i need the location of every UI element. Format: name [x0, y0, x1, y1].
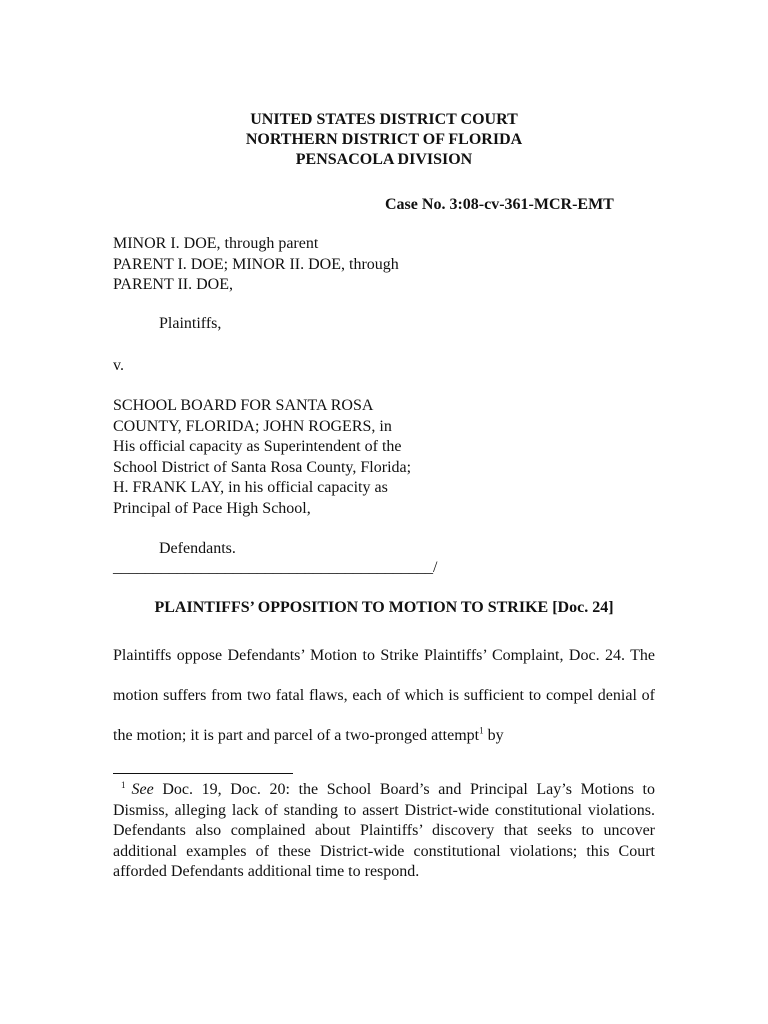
court-heading	[0, 110, 768, 170]
body-text-main: Plaintiffs oppose Defendants’ Motion to Strike Plaintiffs’ Complaint, Doc. 24. The motion suffers from two fatal flaws, each of which is sufficient to compel denial of the motion; it is part and parcel of a two-pronged attempt	[113, 647, 655, 744]
caption-signature-line: ________________________________________/	[113, 559, 438, 576]
defendants-line: SCHOOL BOARD FOR SANTA ROSA	[113, 397, 374, 414]
court-name: UNITED STATES DISTRICT COURT	[250, 111, 518, 128]
footnote-reference: 1	[479, 725, 484, 736]
defendants-caption	[113, 396, 411, 519]
case-number: Case No. 3:08-cv-361-MCR-EMT	[385, 196, 614, 213]
footnote-see: See	[131, 781, 154, 798]
footnote-text: Doc. 19, Doc. 20: the School Board’s and Principal Lay’s Motions to Dismiss, alleging lack of standing to assert District-wide constitutional violations. Defendants also complained about Plaintiffs’ discovery that seeks to uncover additional examples of these District-wide constitutional violations; this Court afforded Defendants additional time to respond.	[113, 781, 655, 880]
body-text-tail: by	[483, 727, 504, 744]
court-district: NORTHERN DISTRICT OF FLORIDA	[245, 131, 523, 148]
plaintiffs-caption	[113, 234, 399, 296]
body-paragraph	[113, 636, 655, 756]
plaintiffs-line: MINOR I. DOE, through parent	[113, 235, 319, 252]
footnote	[113, 780, 655, 883]
court-division: PENSACOLA DIVISION	[295, 151, 473, 168]
footnote-marker: 1	[121, 779, 126, 790]
defendants-line: COUNTY, FLORIDA; JOHN ROGERS, in	[113, 417, 392, 435]
versus-label: v.	[113, 357, 124, 374]
defendants-line: His official capacity as Superintendent of the	[113, 438, 402, 455]
defendants-line: Principal of Pace High School,	[113, 499, 311, 517]
footnote-divider	[113, 773, 293, 774]
plaintiffs-line: PARENT II. DOE,	[113, 276, 234, 293]
plaintiffs-label: Plaintiffs,	[159, 315, 222, 332]
defendants-line: H. FRANK LAY, in his official capacity as	[113, 479, 388, 496]
defendants-label: Defendants.	[159, 540, 236, 557]
plaintiffs-line: PARENT I. DOE; MINOR II. DOE, through	[113, 255, 399, 273]
defendants-line: School District of Santa Rosa County, Florida;	[113, 458, 412, 476]
document-title: PLAINTIFFS’ OPPOSITION TO MOTION TO STRIKE [Doc. 24]	[154, 599, 614, 616]
